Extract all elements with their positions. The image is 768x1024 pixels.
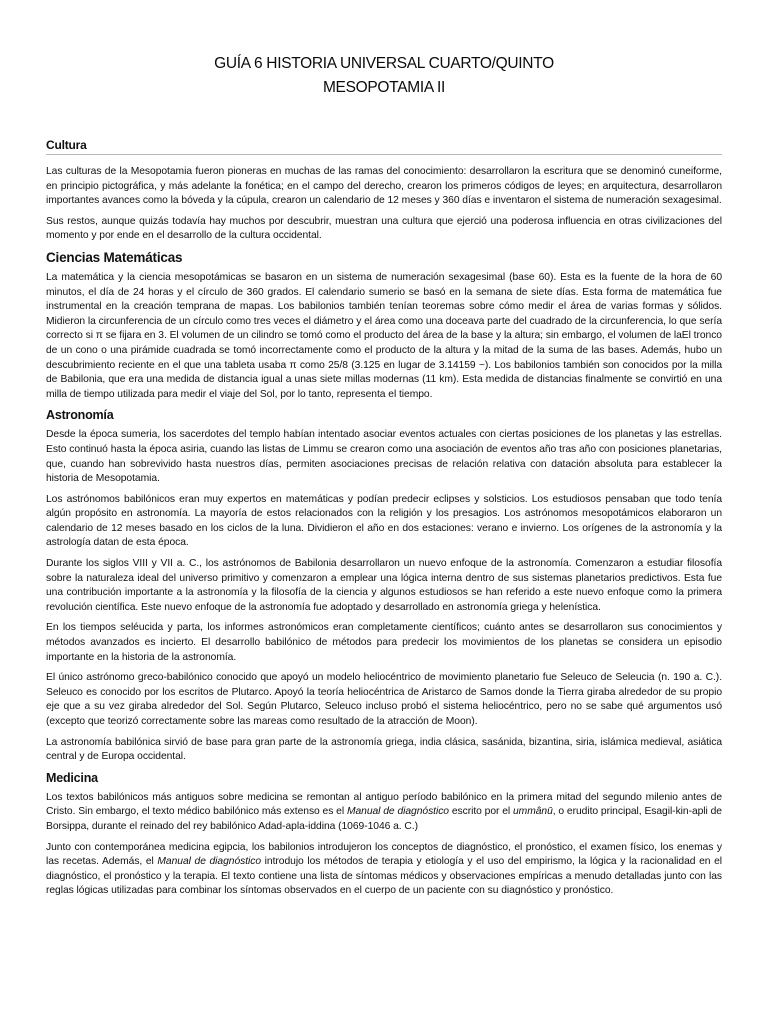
section-matematicas: [46, 250, 722, 402]
section-astronomia: [46, 408, 722, 764]
paragraph: Sus restos, aunque quizás todavía hay muchos por descubrir, muestran una cultura que ejerció una poderosa influencia en otras civilizaciones del momento y por ende en el desarrollo de la cultura occidental.: [46, 215, 722, 242]
paragraph: [46, 791, 722, 835]
text-run: Junto con contemporánea medicina egipcia, los babilonios introdujeron los conceptos de diagnóstico, el pronóstico, el examen físico, los enemas y las recetas. Además, el: [46, 841, 722, 868]
section-medicina: [46, 771, 722, 899]
paragraph: Durante los siglos VIII y VII a. C., los astrónomos de Babilonia desarrollaron un nuevo enfoque de la astronomía. Comenzaron a estudiar filosofía sobre la naturaleza ideal del universo primitivo y comenzaron a emplear una lógica interna dentro de sus sistemas planetarios predictivos. Esta fue una contribución importante a la astronomía y la filosofía de la ciencia y algunos estudiosos se han referido a este nuevo enfoque como la primera revolución científica. Este nuevo enfoque de la astronomía fue adoptado y desarrollado en astronomía griega y helenística.: [46, 558, 722, 613]
paragraph: Los astrónomos babilónicos eran muy expertos en matemáticas y podían predecir eclipses y solsticios. Los estudiosos pensaban que todo tenía algún propósito en astronomía. La mayoría de estos relacionados con la religión y los presagios. Los astrónomos mesopotámicos elaboraron un calendario de 12 meses basado en los ciclos de la luna. Dividieron el año en dos estaciones: verano e invierno. Los orígenes de la astronomía y la astrología datan de esta época.: [46, 493, 722, 549]
paragraph: El único astrónomo greco-babilónico conocido que apoyó un modelo heliocéntrico de movimiento planetario fue Seleuco de Seleucia (n. 190 a. C.). Seleuco es conocido por los escritos de Plutarco. Apoyó la teoría heliocéntrica de Aristarco de Samos donde la Tierra giraba alrededor de su propio eje que a su vez giraba alrededor del Sol. Según Plutarco, Seleuco incluso probó el sistema heliocéntrico, pero no se sabe qué argumentos usó (excepto que teorizó correctamente sobre las mareas como resultado de la atracción de Moon).: [46, 672, 722, 727]
paragraph: La matemática y la ciencia mesopotámicas se basaron en un sistema de numeración sexagesimal (base 60). Esta es la fuente de la hora de 60 minutos, el día de 24 horas y el círculo de 360 grados. El calendario sumerio se basó en la semana de siete días. Esta forma de matemática fue instrumental en la creación temprana de mapas. Los babilonios también tenían teoremas sobre cómo medir el área de varias formas y sólidos. Midieron la circunferencia de un círculo como tres veces el diámetro y el área como una doceava parte del cuadrado de la circunferencia, lo que sería correcto si π se fijara en 3. El volumen de un cilindro se tomó como el producto del área de la base y la altura; sin embargo, el volumen de laEl tronco de un cono o una pirámide cuadrada se tomó incorrectamente como el producto de la altura y la mitad de la suma de las bases. Además, hubo un descubrimiento reciente en el que una tableta usaba π como 25/8 (3.125 en lugar de 3.14159 ~). Los babilonios también son conocidos por la milla de Babilonia, que era una medida de distancia igual a unas siete millas modernas (11 km). Esta medida de distancias finalmente se convirtió en una milla de tiempo utilizada para medir el viaje del Sol, por lo tanto, representa el tiempo.: [46, 271, 722, 400]
term-italic: ummânū: [512, 806, 553, 818]
text-run: introdujo los métodos de terapia y etiología y el uso del empirismo, la lógica y la racionalidad en el diagnóstico, el pronóstico y la terapia. El texto contiene una lista de síntomas médicos y observaciones empíricas a menudo detalladas junto con las reglas lógicas utilizadas para combinar los síntomas observados en el cuerpo de un paciente con su diagnóstico y pronóstico.: [46, 856, 722, 897]
text-run: escrito por el: [449, 806, 513, 818]
section-heading-matematicas: Ciencias Matemáticas: [46, 249, 183, 265]
paragraph: Las culturas de la Mesopotamia fueron pioneras en muchas de las ramas del conocimiento: desarrollaron la escritura que se denominó cuneiforme, en principio pictográfica, y más adelante la fonética; en el campo del derecho, crearon los primeros códigos de leyes; en arquitectura, desarrollaron importantes avances como la bóveda y la cúpula, crearon un calendario de 12 meses y 360 días e inventaron el sistema de numeración sexagesimal.: [46, 166, 722, 207]
text-run: Los textos babilónicos más antiguos sobre medicina se remontan al antiguo período babilónico en la primera mitad del segundo milenio antes de Cristo. Sin embargo, el texto médico babilónico más extenso es el: [46, 791, 722, 818]
document-title: GUÍA 6 HISTORIA UNIVERSAL CUARTO/QUINTO: [214, 55, 554, 72]
book-title-italic: Manual de diagnóstico: [346, 806, 449, 818]
section-heading-cultura: Cultura: [46, 138, 722, 155]
document-subtitle: MESOPOTAMIA II: [322, 79, 446, 96]
section-heading-medicina: Medicina: [46, 770, 98, 785]
paragraph: La astronomía babilónica sirvió de base para gran parte de la astronomía griega, india clásica, sasánida, bizantina, siria, islámica medieval, asiática central y de Europa occidental.: [46, 736, 722, 763]
paragraph: En los tiempos seléucida y parta, los informes astronómicos eran completamente científicos; cuánto antes se desarrollaron sus conocimientos y métodos avanzados es incierto. El desarrollo babilónico de métodos para predecir los movimientos de los planetas se considera un episodio importante en la historia de la astronomía.: [46, 622, 722, 663]
book-title-italic: Manual de diagnóstico: [157, 856, 262, 868]
paragraph: Desde la época sumeria, los sacerdotes del templo habían intentado asociar eventos actuales con ciertas posiciones de los planetas y las estrellas. Esto continuó hasta la época asiria, cuando las listas de Limmu se crearon como una asociación de eventos año tras año con posiciones planetarias, que, cuando han sobrevivido hasta nuestros días, permiten asociaciones precisas de relación relativa con datación absoluta para establecer la historia de Mesopotamia.: [46, 429, 722, 485]
paragraph: [46, 841, 722, 899]
section-cultura: [46, 138, 722, 244]
section-heading-astronomia: Astronomía: [46, 408, 114, 423]
text-run: , o erudito principal, Esagil-kin-apli de Borsippa, durante el reinado del rey babilónico Adad-apla-iddina (1069-1046 a. C.): [46, 806, 722, 832]
